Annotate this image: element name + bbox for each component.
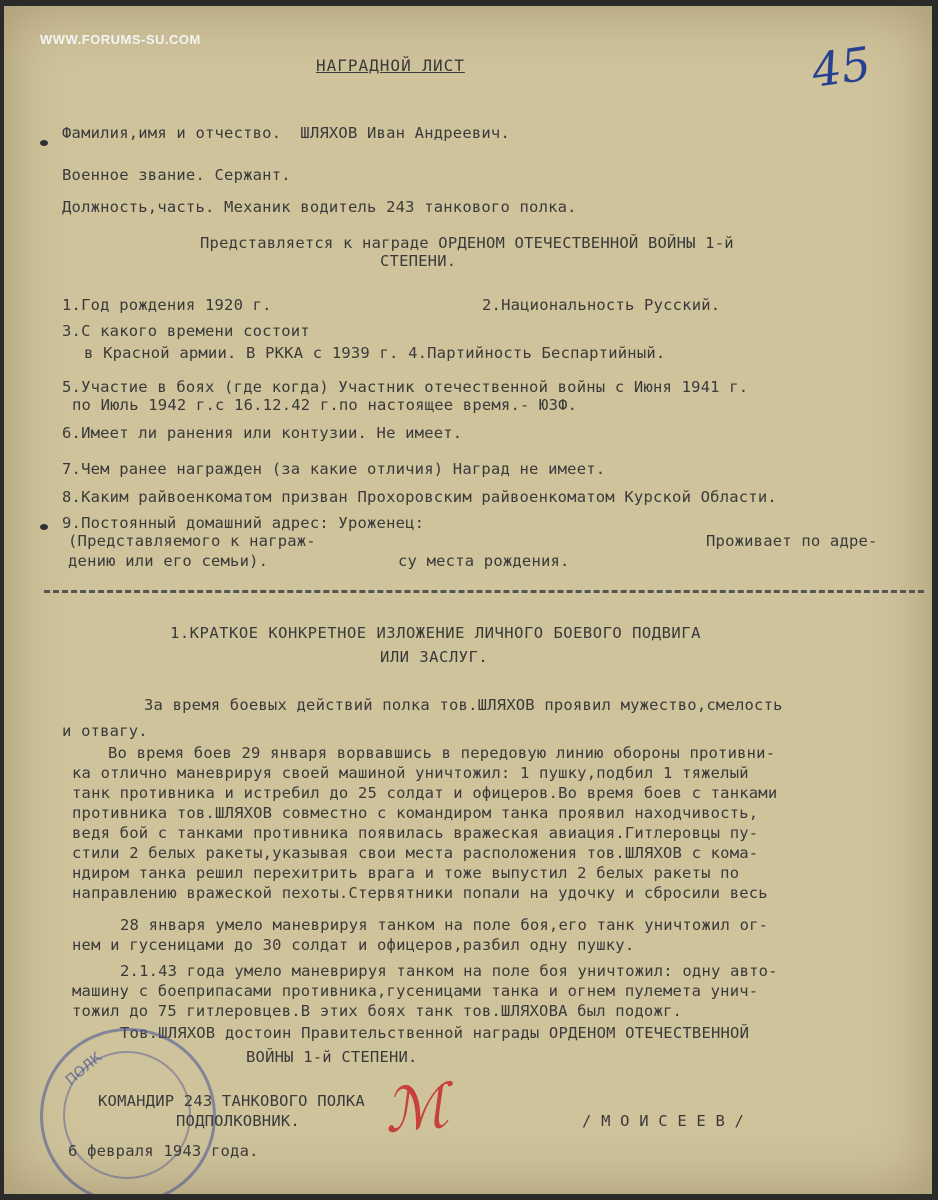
item-7: 7.Чем ранее награжден (за какие отличия) Наград не имеет. — [62, 460, 606, 478]
item-9-line-3b: су места рождения. — [398, 552, 570, 570]
section-title-1: 1.КРАТКОЕ КОНКРЕТНОЕ ИЗЛОЖЕНИЕ ЛИЧНОГО БОЕВОГО ПОДВИГА — [170, 624, 701, 642]
award-sheet — [4, 6, 932, 1194]
page-number: 45 — [808, 36, 875, 98]
narrative-line: 28 января умело маневрируя танком на поле боя,его танк уничтожил ог- — [120, 916, 769, 934]
item-3-line-1: 3.С какого времени состоит — [62, 322, 310, 340]
nominated-line-2: СТЕПЕНИ. — [380, 252, 457, 270]
item-9-line-2: (Представляемого к награж- — [68, 532, 316, 550]
nominated-line-1: Представляется к награде ОРДЕНОМ ОТЕЧЕСТВЕННОЙ ВОЙНЫ 1-й — [200, 234, 734, 252]
narrative-line: 2.1.43 года умело маневрируя танком на поле боя уничтожил: одну авто- — [120, 962, 778, 980]
narrative-line: и отвагу. — [62, 722, 148, 740]
document-title: НАГРАДНОЙ ЛИСТ — [316, 56, 465, 75]
commander-name: / М О И С Е Е В / — [582, 1112, 745, 1130]
item-6: 6.Имеет ли ранения или контузии. Не имеет. — [62, 424, 463, 442]
narrative-line: ведя бой с танками противника появилась вражеская авиация.Гитлеровцы пу- — [72, 824, 759, 842]
commander-title-2: ПОДПОЛКОВНИК. — [176, 1112, 300, 1130]
document-date: 6 февраля 1943 года. — [68, 1142, 259, 1160]
narrative-line: ка отлично маневрируя своей машиной уничтожил: 1 пушку,подбил 1 тяжелый — [72, 764, 749, 782]
handwritten-signature: ℳ — [380, 1070, 452, 1148]
round-stamp — [40, 1028, 216, 1194]
narrative-line: нем и гусеницами до 30 солдат и офицеров,разбил одну пушку. — [72, 936, 635, 954]
separator — [44, 590, 924, 593]
item-5-line-2: по Июль 1942 г.с 16.12.42 г.по настоящее время.- ЮЗФ. — [72, 396, 578, 414]
item-9-line-3: дению или его семьи). — [68, 552, 269, 570]
item-8: 8.Каким райвоенкоматом призван Прохоровским райвоенкоматом Курской Области. — [62, 488, 777, 506]
watermark: WWW.FORUMS-SU.COM — [40, 32, 201, 47]
narrative-line: Тов.ШЛЯХОВ достоин Правительственной награды ОРДЕНОМ ОТЕЧЕСТВЕННОЙ — [120, 1024, 750, 1042]
narrative-line: стили 2 белых ракеты,указывая свои места расположения тов.ШЛЯХОВ с кома- — [72, 844, 759, 862]
narrative-line: танк противника и истребил до 25 солдат и офицеров.Во время боев с танками — [72, 784, 778, 802]
item-2: 2.Национальность Русский. — [482, 296, 721, 314]
position-line: Должность,часть. Механик водитель 243 танкового полка. — [62, 198, 577, 216]
narrative-line: машину с боеприпасами противника,гусеницами танка и огнем пулемета унич- — [72, 982, 759, 1000]
punch-mark — [40, 524, 48, 530]
narrative-line: ндиром танка решил перехитрить врага и тоже выпустил 2 белых ракеты по — [72, 864, 740, 882]
punch-mark — [40, 140, 48, 146]
narrative-line: За время боевых действий полка тов.ШЛЯХОВ проявил мужество,смелость — [144, 696, 783, 714]
narrative-line: ВОЙНЫ 1-й СТЕПЕНИ. — [246, 1048, 418, 1066]
item-3-line-2: в Красной армии. В РККА с 1939 г. 4.Партийность Беспартийный. — [84, 344, 666, 362]
narrative-line: противника тов.ШЛЯХОВ совместно с командиром танка проявил находчивость, — [72, 804, 759, 822]
commander-title-1: КОМАНДИР 243 ТАНКОВОГО ПОЛКА — [98, 1092, 365, 1110]
narrative-line: направлению вражеской пехоты.Стервятники попали на удочку и сбросили весь — [72, 884, 768, 902]
rank-line: Военное звание. Сержант. — [62, 166, 291, 184]
narrative-line: тожил до 75 гитлеровцев.В этих боях танк тов.ШЛЯХОВА был подожг. — [72, 1002, 683, 1020]
stamp-text: ПОЛК — [62, 1049, 106, 1089]
item-9-line-1: 9.Постоянный домашний адрес: Уроженец: — [62, 514, 425, 532]
section-title-2: ИЛИ ЗАСЛУГ. — [380, 648, 489, 666]
fio-line: Фамилия,имя и отчество. ШЛЯХОВ Иван Андреевич. — [62, 124, 510, 142]
item-9-line-2b: Проживает по адре- — [706, 532, 878, 550]
narrative-line: Во время боев 29 января ворвавшись в передовую линию обороны противни- — [108, 744, 776, 762]
item-5-line-1: 5.Участие в боях (где когда) Участник отечественной войны с Июня 1941 г. — [62, 378, 749, 396]
item-1: 1.Год рождения 1920 г. — [62, 296, 272, 314]
